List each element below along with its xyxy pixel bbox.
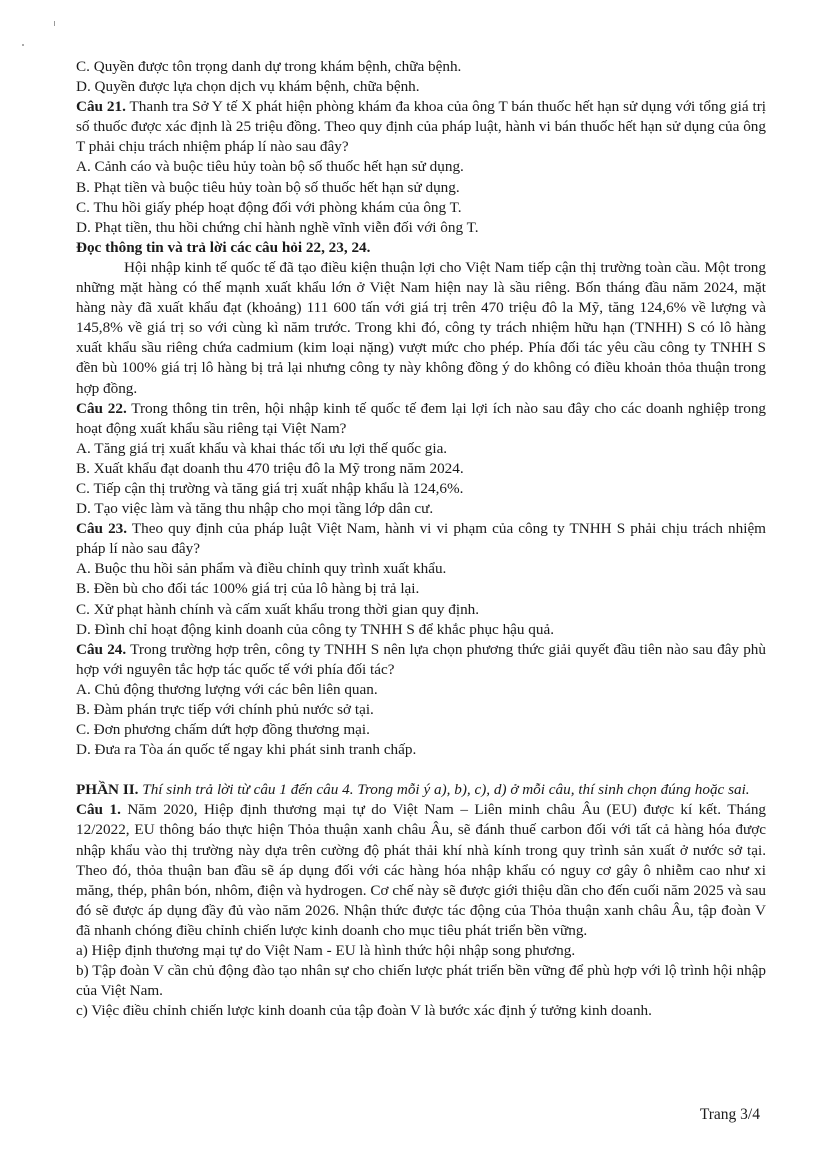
- q22-option-d: D. Tạo việc làm và tăng thu nhập cho mọi tầng lớp dân cư.: [76, 500, 434, 518]
- part-label: PHẦN II.: [76, 781, 139, 799]
- q24-option-c: C. Đơn phương chấm dứt hợp đồng thương mại.: [76, 721, 370, 739]
- question-label: Câu 24.: [76, 640, 127, 658]
- section-gap: [76, 760, 766, 780]
- question-text: Trong trường hợp trên, công ty TNHH S nên lựa chọn phương thức giải quyết đầu tiên nào sau đây phù hợp với nguyên tắc hợp tác quốc tế với phía đối tác?: [76, 640, 766, 678]
- q24-option-a: A. Chủ động thương lượng với các bên liên quan.: [76, 680, 378, 698]
- statement-c: c) Việc điều chỉnh chiến lược kinh doanh của tập đoàn V là bước xác định ý tưởng kinh doanh.: [76, 1002, 652, 1020]
- q21-option-b: B. Phạt tiền và buộc tiêu hủy toàn bộ số thuốc hết hạn sử dụng.: [76, 178, 460, 196]
- q23-option-b: B. Đền bù cho đối tác 100% giá trị của lô hàng bị trả lại.: [76, 580, 420, 598]
- part2-question-1: [76, 800, 766, 941]
- q22-option-c: C. Tiếp cận thị trường và tăng giá trị xuất nhập khẩu là 124,6%.: [76, 479, 464, 497]
- scan-mark: [54, 21, 55, 26]
- statement-a: a) Hiệp định thương mại tự do Việt Nam - EU là hình thức hội nhập song phương.: [76, 942, 576, 960]
- question-text: Trong thông tin trên, hội nhập kinh tế quốc tế đem lại lợi ích nào sau đây cho các doanh nghiệp trong hoạt động xuất khẩu sầu riêng tại Việt Nam?: [76, 399, 767, 437]
- q21-option-c: C. Thu hồi giấy phép hoạt động đối với phòng khám của ông T.: [76, 198, 462, 216]
- question-text: Theo quy định của pháp luật Việt Nam, hành vi vi phạm của công ty TNHH S phải chịu trách nhiệm pháp lí nào sau đây?: [76, 520, 766, 558]
- question-label: Câu 1.: [76, 801, 121, 819]
- question-24: [76, 640, 766, 680]
- reading-heading: Đọc thông tin và trả lời các câu hỏi 22, 23, 24.: [76, 238, 371, 256]
- question-22: [76, 399, 766, 439]
- q23-option-c: C. Xử phạt hành chính và cấm xuất khẩu trong thời gian quy định.: [76, 600, 480, 618]
- reading-passage: Hội nhập kinh tế quốc tế đã tạo điều kiện thuận lợi cho Việt Nam tiếp cận thị trường toàn cầu. Một trong những mặt hàng có thế mạnh xuất khẩu lớn ở Việt Nam hiện nay là sầu riêng. Bốn tháng đầu năm 2024, mặt hàng này đã xuất khẩu đạt (khoảng) 111 600 tấn với giá trị trên 470 triệu đô la Mỹ, tăng 124,6% về lượng và 145,8% về giá trị so với cùng kì năm trước. Trong khi đó, công ty trách nhiệm hữu hạn (TNHH) S có lô hàng xuất khẩu sầu riêng chứa cadmium (kim loại nặng) vượt mức cho phép. Phía đối tác yêu cầu công ty TNHH S đền bù 100% giá trị lô hàng bị trả lại nhưng công ty này không đồng ý do không có điều khoản thỏa thuận trong hợp đồng.: [76, 258, 766, 397]
- page-number: Trang 3/4: [699, 1106, 760, 1123]
- q22-option-b: B. Xuất khẩu đạt doanh thu 470 triệu đô la Mỹ trong năm 2024.: [76, 459, 464, 477]
- q24-option-b: B. Đàm phán trực tiếp với chính phủ nước sở tại.: [76, 701, 374, 718]
- question-label: Câu 22.: [76, 399, 127, 417]
- question-21: [76, 97, 766, 157]
- option-d-prev: D. Quyền được lựa chọn dịch vụ khám bệnh, chữa bệnh.: [76, 78, 420, 96]
- question-label: Câu 23.: [76, 520, 128, 538]
- q21-option-d: D. Phạt tiền, thu hồi chứng chỉ hành nghề vĩnh viễn đối với ông T.: [76, 218, 479, 236]
- page-content: [76, 57, 766, 1021]
- option-c-prev: C. Quyền được tôn trọng danh dự trong khám bệnh, chữa bệnh.: [76, 58, 462, 75]
- question-label: Câu 21.: [76, 98, 126, 116]
- part-2-heading: [76, 780, 766, 800]
- q24-option-d: D. Đưa ra Tòa án quốc tế ngay khi phát sinh tranh chấp.: [76, 741, 417, 759]
- q22-option-a: A. Tăng giá trị xuất khẩu và khai thác tối ưu lợi thế quốc gia.: [76, 439, 448, 457]
- statement-b: b) Tập đoàn V cần chủ động đào tạo nhân sự cho chiến lược phát triển bền vững để phù hợp với lộ trình hội nhập của Việt Nam.: [76, 962, 766, 1000]
- question-text: Năm 2020, Hiệp định thương mại tự do Việt Nam – Liên minh châu Âu (EU) được kí kết. Tháng 12/2022, EU thông báo thực hiện Thỏa thuận xanh châu Âu, sẽ đánh thuế carbon đối với tất cả hàng hóa được nhập khẩu vào thị trường này dựa trên cường độ phát thải khí nhà kính trong quy trình sản xuất ở nước sở tại. Theo đó, thỏa thuận ban đầu sẽ áp dụng đối với các hàng hóa nhập khẩu có nguy cơ gây ô nhiễm cao như xi măng, thép, phân bón, nhôm, điện và hydrogen. Cơ chế này sẽ được giới thiệu dần cho đến cuối năm 2025 và sau đó sẽ được áp dụng đầy đủ vào năm 2026. Nhận thức được tác động của Thỏa thuận xanh châu Âu, tập đoàn V đã nhanh chóng điều chỉnh chiến lược kinh doanh cho mục tiêu phát triển bền vững.: [76, 801, 767, 939]
- scan-dot: [22, 44, 24, 46]
- q23-option-d: D. Đình chỉ hoạt động kinh doanh của công ty TNHH S để khắc phục hậu quả.: [76, 620, 555, 638]
- q23-option-a: A. Buộc thu hồi sản phẩm và điều chỉnh quy trình xuất khẩu.: [76, 560, 447, 578]
- q21-option-a: A. Cảnh cáo và buộc tiêu hủy toàn bộ số thuốc hết hạn sử dụng.: [76, 158, 464, 176]
- part-instruction: Thí sinh trả lời từ câu 1 đến câu 4. Trong mỗi ý a), b), c), d) ở mỗi câu, thí sinh chọn đúng hoặc sai.: [142, 781, 750, 799]
- question-text: Thanh tra Sở Y tế X phát hiện phòng khám đa khoa của ông T bán thuốc hết hạn sử dụng với tổng giá trị số thuốc được xác định là 25 triệu đồng. Theo quy định của pháp luật, hành vi bán thuốc hết hạn sử dụng của ông T phải chịu trách nhiệm pháp lí nào sau đây?: [76, 98, 766, 156]
- question-23: [76, 519, 766, 559]
